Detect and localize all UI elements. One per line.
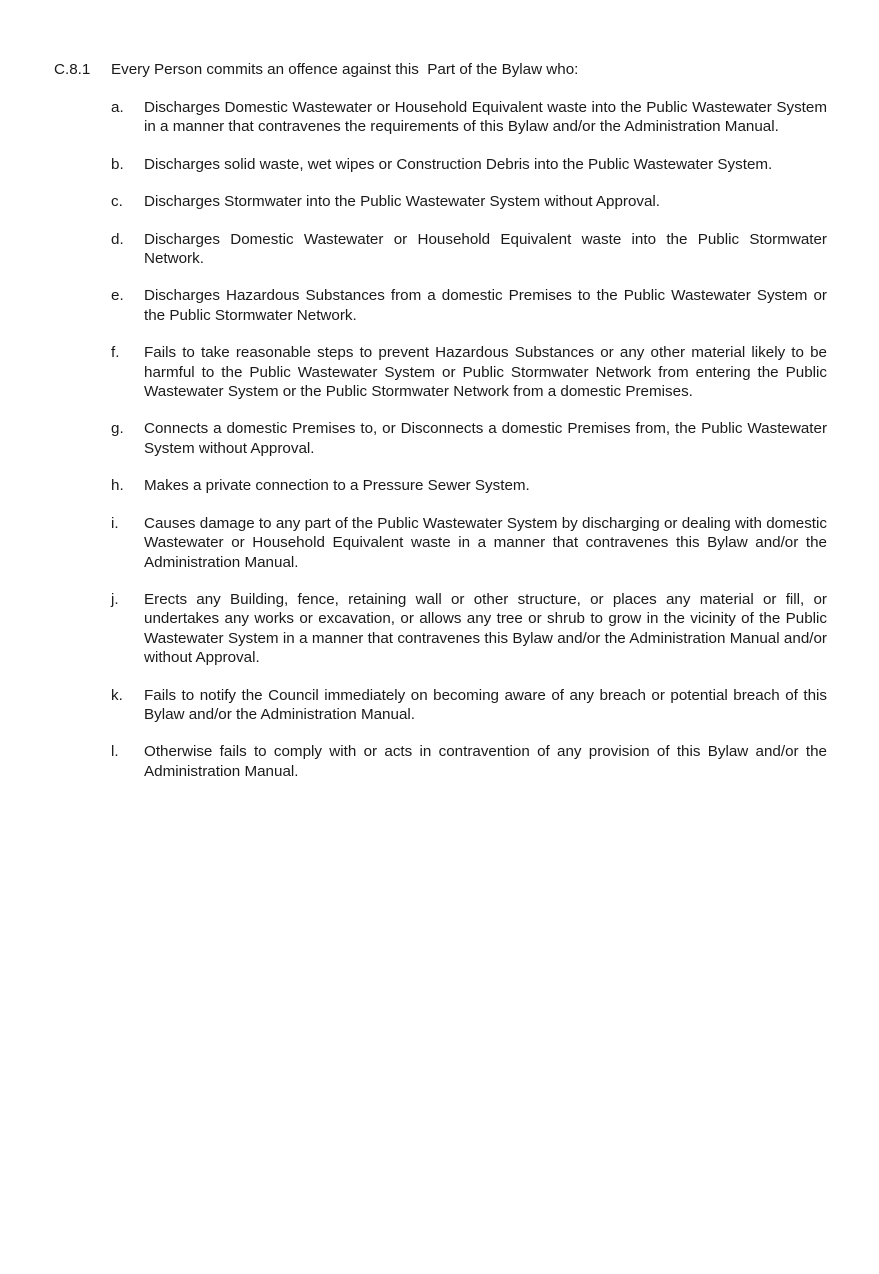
item-letter: h. [111, 477, 124, 495]
item-letter: l. [111, 743, 119, 761]
list-item [111, 742, 827, 781]
item-text: Erects any Building, fence, retaining wall or other structure, or places any material or fill, or undertakes any works or excavation, or allows any tree or shrub to grow in the vicinity of the Public Wastewater System in a manner that contravenes this Bylaw and/or the Administration Manual and/or without Approval. [144, 590, 827, 667]
item-text: Otherwise fails to comply with or acts in contravention of any provision of this Bylaw and/or the Administration Manual. [144, 743, 827, 780]
list-item [111, 514, 827, 572]
item-letter: g. [111, 420, 124, 438]
list-item [111, 155, 827, 174]
list-item [111, 419, 827, 458]
clause-number: C.8.1 [54, 61, 91, 78]
list-item [111, 286, 827, 325]
item-text: Causes damage to any part of the Public Wastewater System by discharging or dealing with domestic Wastewater or Household Equivalent waste in a manner that contravenes this Bylaw and/or the Administration Manual. [144, 514, 827, 571]
list-item [111, 98, 827, 137]
clause-heading [54, 60, 834, 80]
item-letter: d. [111, 230, 124, 248]
list-item [111, 590, 827, 668]
item-text: Discharges solid waste, wet wipes or Construction Debris into the Public Wastewater System. [144, 155, 773, 173]
item-letter: c. [111, 193, 123, 211]
item-text: Discharges Domestic Wastewater or Household Equivalent waste into the Public Wastewater System in a manner that contravenes the requirements of this Bylaw and/or the Administration Manual. [144, 99, 827, 136]
item-text: Discharges Stormwater into the Public Wastewater System without Approval. [144, 193, 661, 211]
list-item [111, 230, 827, 269]
item-text: Makes a private connection to a Pressure Sewer System. [144, 477, 530, 495]
item-text: Fails to take reasonable steps to prevent Hazardous Substances or any other material likely to be harmful to the Public Wastewater System or Public Stormwater Network from entering the Public Wastewater System or the Public Stormwater Network from a domestic Premises. [144, 344, 827, 401]
list-item [111, 192, 827, 211]
item-letter: a. [111, 99, 124, 116]
list-item [111, 686, 827, 725]
item-letter: i. [111, 514, 119, 532]
item-letter: k. [111, 686, 123, 704]
item-text: Discharges Hazardous Substances from a domestic Premises to the Public Wastewater System or the Public Stormwater Network. [144, 287, 827, 324]
item-letter: e. [111, 287, 124, 305]
item-text: Connects a domestic Premises to, or Disconnects a domestic Premises from, the Public Wastewater System without Approval. [144, 420, 827, 457]
offence-list [111, 98, 827, 799]
list-item [111, 476, 827, 495]
item-letter: f. [111, 344, 120, 362]
item-letter: j. [111, 590, 119, 608]
item-text: Discharges Domestic Wastewater or Household Equivalent waste into the Public Stormwater Network. [144, 230, 827, 268]
item-text: Fails to notify the Council immediately on becoming aware of any breach or potential breach of this Bylaw and/or the Administration Manual. [144, 686, 827, 723]
clause-intro: Every Person commits an offence against this Part of the Bylaw who: [111, 61, 579, 78]
item-letter: b. [111, 155, 124, 173]
list-item [111, 343, 827, 401]
